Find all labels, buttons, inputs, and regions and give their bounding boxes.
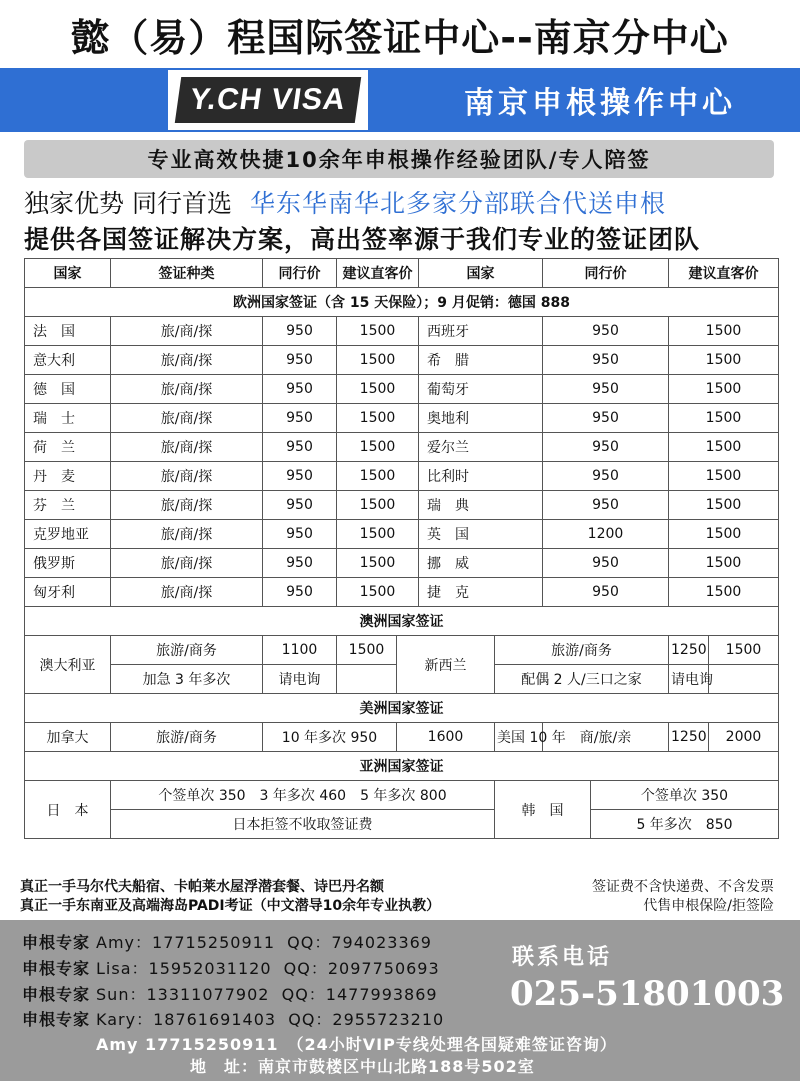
direct-price-cell: 1500: [669, 433, 779, 462]
price-cell: 1100: [263, 636, 337, 665]
contact-label: 申根专家: [22, 933, 91, 952]
table-row: [25, 723, 779, 752]
slogan-bar: 专业高效快捷10余年申根操作经验团队/专人陪签: [24, 140, 774, 178]
table-row: [25, 520, 779, 549]
us-section-title: 美洲国家签证: [25, 694, 779, 723]
note-line: 代售申根保险/拒签险: [643, 898, 774, 914]
header-cell: 同行价: [543, 259, 669, 288]
table-row: [25, 317, 779, 346]
header-cell: 同行价: [263, 259, 337, 288]
europe-section-title: 欧洲国家签证（含 15 天保险）；9 月促销：德国 888: [25, 288, 779, 317]
visa-type-cell: 旅游/商务: [495, 636, 669, 665]
visa-type-cell: 商/旅/亲: [543, 723, 669, 752]
contact-label: 申根专家: [22, 959, 91, 978]
contact-name[interactable]: Amy：17715250911: [96, 933, 275, 952]
visa-type-cell: 加急 3 年多次: [111, 665, 263, 694]
notes-right: [520, 878, 774, 916]
country-cell: 德 国: [25, 375, 111, 404]
vip-hotline[interactable]: Amy 17715250911 （24小时VIP专线处理各国疑难签证咨询）: [96, 1035, 617, 1054]
header-cell: 国家: [25, 259, 111, 288]
country-cell: 英 国: [419, 520, 543, 549]
empty-cell: [709, 665, 779, 694]
logo: [168, 70, 368, 130]
direct-price-cell: 1500: [669, 549, 779, 578]
contact-qq[interactable]: QQ：794023369: [287, 933, 432, 952]
country-cell: 瑞 士: [25, 404, 111, 433]
country-cell: 日 本: [25, 781, 111, 839]
contact-label: 申根专家: [22, 1010, 91, 1029]
country-cell: 匈牙利: [25, 578, 111, 607]
table-row: [25, 810, 779, 839]
price-cell: 950: [543, 578, 669, 607]
advantage-line: [24, 184, 784, 218]
country-cell: 挪 威: [419, 549, 543, 578]
price-cell: 请电询: [263, 665, 337, 694]
country-cell: 美国 10 年: [495, 723, 543, 752]
empty-cell: [337, 665, 397, 694]
direct-price-cell: 1500: [337, 636, 397, 665]
visa-type-cell: 旅/商/探: [111, 346, 263, 375]
price-cell: 950: [543, 404, 669, 433]
price-cell: 950: [543, 462, 669, 491]
direct-price-cell: 1500: [337, 433, 419, 462]
price-cell: 950: [263, 433, 337, 462]
price-cell: 950: [263, 578, 337, 607]
phone-label: 联系电话: [512, 945, 613, 970]
price-cell: 个签单次 350: [591, 781, 779, 810]
direct-price-cell: 2000: [709, 723, 779, 752]
visa-type-cell: 旅游/商务: [111, 636, 263, 665]
notes-left: [20, 878, 540, 916]
table-row: [25, 346, 779, 375]
price-cell: 950: [543, 491, 669, 520]
address: 地 址：南京市鼓楼区中山北路188号502室: [190, 1057, 535, 1076]
price-cell: 950: [263, 520, 337, 549]
contact-qq[interactable]: QQ：1477993869: [281, 985, 438, 1004]
visa-type-cell: 配偶 2 人/三口之家: [495, 665, 669, 694]
country-cell: 法 国: [25, 317, 111, 346]
contact-line: [22, 930, 432, 953]
price-cell: 950: [543, 317, 669, 346]
visa-type-cell: 旅/商/探: [111, 520, 263, 549]
contact-name[interactable]: Lisa：15952031120: [96, 959, 272, 978]
price-cell: 个签单次 350 3 年多次 460 5 年多次 800: [111, 781, 495, 810]
country-cell: 克罗地亚: [25, 520, 111, 549]
table-row: [25, 781, 779, 810]
page-title: 懿（易）程国际签证中心--南京分中心: [71, 15, 729, 60]
direct-price-cell: 1500: [709, 636, 779, 665]
price-cell: 10 年多次 950: [263, 723, 397, 752]
price-cell: 5 年多次 850: [591, 810, 779, 839]
note-cell: 日本拒签不收取签证费: [111, 810, 495, 839]
contact-qq[interactable]: QQ：2955723210: [288, 1010, 445, 1029]
direct-price-cell: 1500: [337, 404, 419, 433]
country-cell: 葡萄牙: [419, 375, 543, 404]
header-cell: 国家: [419, 259, 543, 288]
direct-price-cell: 1500: [337, 578, 419, 607]
direct-price-cell: 1500: [337, 346, 419, 375]
country-cell: 俄罗斯: [25, 549, 111, 578]
phone-number[interactable]: 025-51801003: [510, 974, 785, 1014]
logo-text: Y.CH VISA: [175, 77, 361, 123]
visa-type-cell: 旅/商/探: [111, 433, 263, 462]
direct-price-cell: 1500: [337, 375, 419, 404]
country-cell: 瑞 典: [419, 491, 543, 520]
price-cell: 950: [543, 375, 669, 404]
table-row: [25, 549, 779, 578]
contact-line: [22, 956, 440, 979]
visa-type-cell: 旅/商/探: [111, 375, 263, 404]
direct-price-cell: 1500: [337, 520, 419, 549]
country-cell: 荷 兰: [25, 433, 111, 462]
contact-line: [22, 1007, 444, 1030]
section-row: [25, 288, 779, 317]
visa-type-cell: 旅游/商务: [111, 723, 263, 752]
note-line: 真正一手东南亚及高端海岛PADI考证（中文潜导10余年专业执教）: [20, 898, 441, 914]
direct-price-cell: 1500: [669, 520, 779, 549]
table-row: [25, 375, 779, 404]
price-cell: 950: [263, 375, 337, 404]
price-cell: 1250: [669, 723, 709, 752]
price-cell: 950: [543, 433, 669, 462]
price-cell: 950: [263, 346, 337, 375]
visa-type-cell: 旅/商/探: [111, 404, 263, 433]
header-cell: 建议直客价: [669, 259, 779, 288]
country-cell: 新西兰: [397, 636, 495, 694]
note-line: 真正一手马尔代夫船宿、卡帕莱水屋浮潜套餐、诗巴丹名额: [20, 879, 384, 895]
table-row: [25, 636, 779, 665]
country-cell: 芬 兰: [25, 491, 111, 520]
section-row: [25, 694, 779, 723]
aus-section-title: 澳洲国家签证: [25, 607, 779, 636]
visa-type-cell: 旅/商/探: [111, 578, 263, 607]
country-cell: 爱尔兰: [419, 433, 543, 462]
direct-price-cell: 1500: [337, 491, 419, 520]
country-cell: 加拿大: [25, 723, 111, 752]
price-cell: 950: [263, 491, 337, 520]
solution-line: 提供各国签证解决方案，高出签率源于我们专业的签证团队: [24, 225, 701, 254]
price-cell: 950: [263, 404, 337, 433]
price-cell: 950: [543, 549, 669, 578]
contact-qq[interactable]: QQ：2097750693: [283, 959, 440, 978]
direct-price-cell: 1500: [669, 375, 779, 404]
visa-type-cell: 旅/商/探: [111, 317, 263, 346]
country-cell: 西班牙: [419, 317, 543, 346]
direct-price-cell: 1500: [337, 549, 419, 578]
country-cell: 澳大利亚: [25, 636, 111, 694]
direct-price-cell: 1600: [397, 723, 495, 752]
table-header: [25, 259, 779, 288]
country-cell: 奥地利: [419, 404, 543, 433]
direct-price-cell: 1500: [669, 491, 779, 520]
country-cell: 丹 麦: [25, 462, 111, 491]
price-cell: 1250: [669, 636, 709, 665]
direct-price-cell: 1500: [669, 462, 779, 491]
direct-price-cell: 1500: [669, 404, 779, 433]
table-row: [25, 578, 779, 607]
table-row: [25, 491, 779, 520]
country-cell: 希 腊: [419, 346, 543, 375]
price-table: [24, 258, 779, 839]
table-row: [25, 462, 779, 491]
direct-price-cell: 1500: [337, 317, 419, 346]
direct-price-cell: 1500: [669, 578, 779, 607]
contact-label: 申根专家: [22, 985, 91, 1004]
country-cell: 捷 克: [419, 578, 543, 607]
visa-type-cell: 旅/商/探: [111, 491, 263, 520]
table-row: [25, 404, 779, 433]
section-row: [25, 752, 779, 781]
contact-name[interactable]: Kary：18761691403: [96, 1010, 277, 1029]
country-cell: 比利时: [419, 462, 543, 491]
price-cell: 请电询: [669, 665, 709, 694]
price-cell: 950: [263, 317, 337, 346]
visa-type-cell: 旅/商/探: [111, 549, 263, 578]
direct-price-cell: 1500: [337, 462, 419, 491]
note-line: 签证费不含快递费、不含发票: [592, 879, 774, 895]
branch-text: 华东华南华北多家分部联合代送申根: [249, 189, 666, 218]
asia-section-title: 亚洲国家签证: [25, 752, 779, 781]
price-cell: 950: [263, 462, 337, 491]
contact-line: [22, 982, 438, 1005]
direct-price-cell: 1500: [669, 317, 779, 346]
country-cell: 韩 国: [495, 781, 591, 839]
price-cell: 950: [543, 346, 669, 375]
price-cell: 1200: [543, 520, 669, 549]
header-cell: 建议直客价: [337, 259, 419, 288]
direct-price-cell: 1500: [669, 346, 779, 375]
country-cell: 意大利: [25, 346, 111, 375]
price-cell: 950: [263, 549, 337, 578]
contact-name[interactable]: Sun：13311077902: [96, 985, 270, 1004]
section-row: [25, 607, 779, 636]
table-row: [25, 433, 779, 462]
visa-type-cell: 旅/商/探: [111, 462, 263, 491]
header-cell: 签证种类: [111, 259, 263, 288]
banner-subtitle: 南京申根操作中心: [464, 86, 736, 121]
advantage-text: 独家优势 同行首选: [24, 189, 232, 218]
